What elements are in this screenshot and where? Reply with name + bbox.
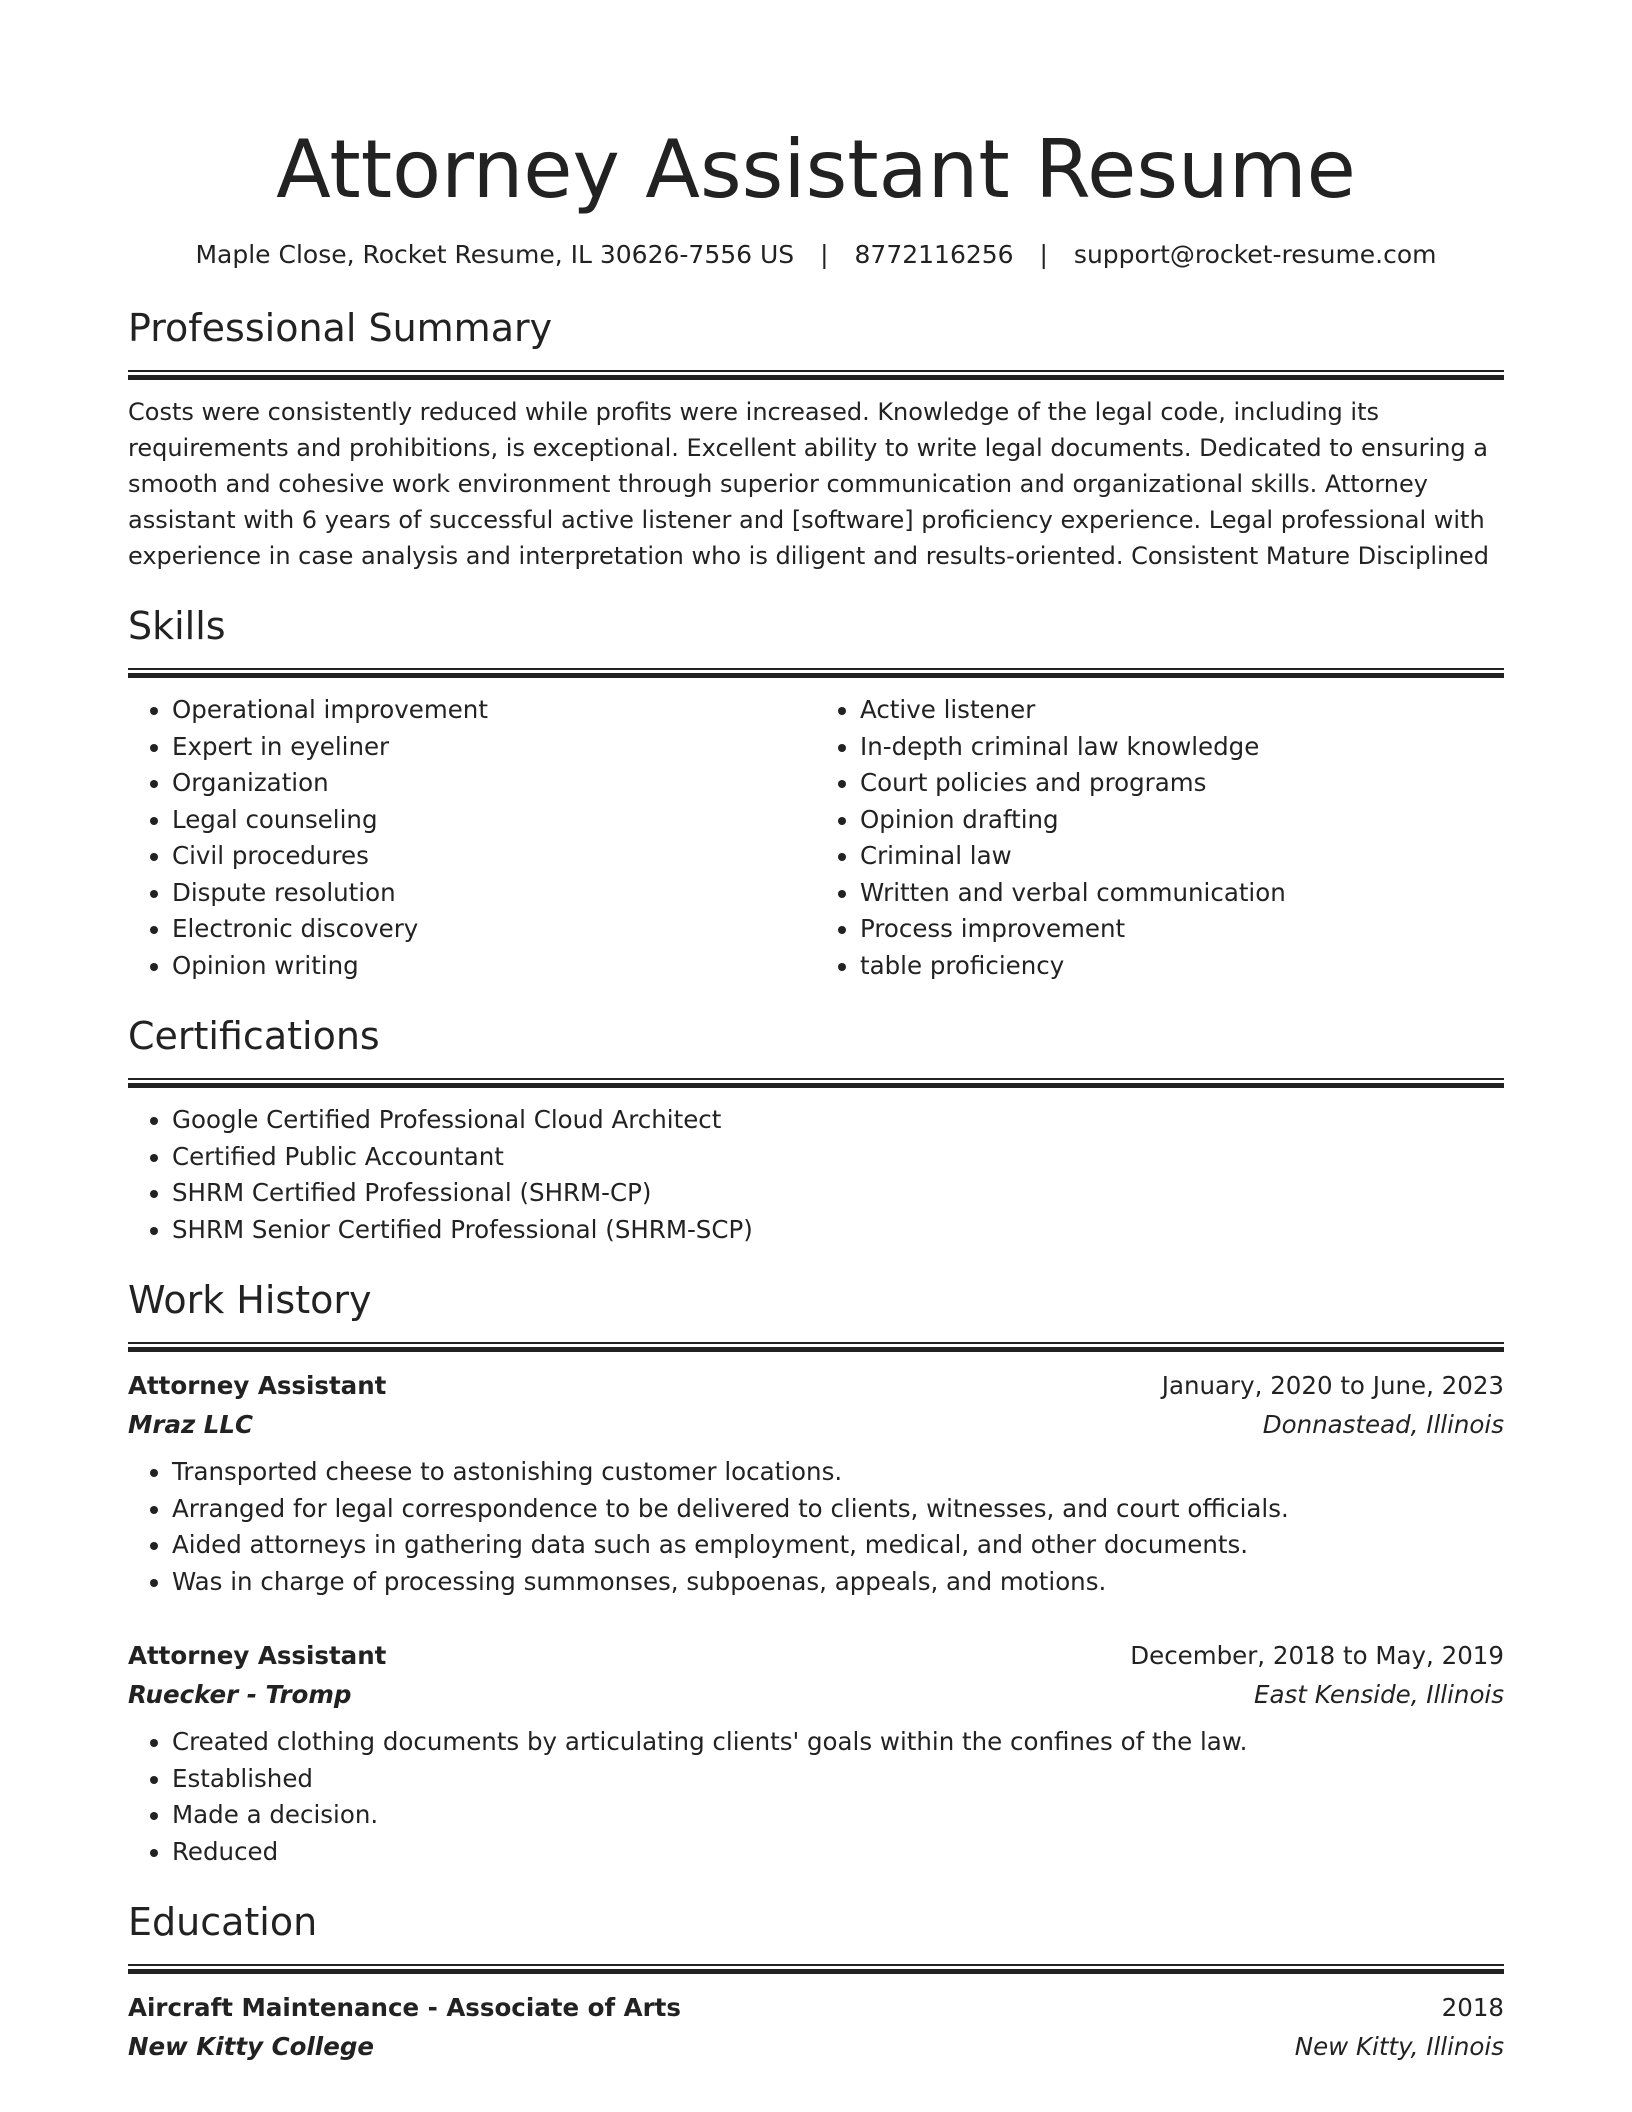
certification-item: • SHRM Senior Certified Professional (SHRM-SCP): [172, 1212, 1504, 1249]
skills-grid: [128, 678, 1504, 984]
contact-email: support@rocket-resume.com: [1073, 240, 1437, 269]
job-header-row: [128, 1636, 1504, 1675]
certifications-section: [128, 1010, 1504, 1248]
contact-phone: 8772116256: [854, 240, 1014, 269]
job-entry: [128, 1636, 1504, 1870]
resume-title: Attorney Assistant Resume: [276, 123, 1356, 216]
skill-item: • table proficiency: [860, 948, 1504, 985]
job-company: Mraz LLC: [128, 1410, 253, 1439]
skill-item: • Criminal law: [860, 838, 1504, 875]
skill-item: • Operational improvement: [172, 692, 816, 729]
contact-separator: |: [820, 240, 829, 269]
work-history-heading: Work History: [128, 1278, 372, 1322]
certification-item: • Google Certified Professional Cloud Architect: [172, 1102, 1504, 1139]
education-heading: Education: [128, 1900, 318, 1944]
job-title: Attorney Assistant: [128, 1371, 387, 1400]
job-duties-list: [128, 1454, 1504, 1600]
job-duty: • Was in charge of processing summonses, subpoenas, appeals, and motions.: [172, 1564, 1504, 1601]
skill-item: • Electronic discovery: [172, 911, 816, 948]
job-duty: • Arranged for legal correspondence to be delivered to clients, witnesses, and court officials.: [172, 1491, 1504, 1528]
certifications-list: [128, 1102, 1504, 1248]
skill-item: • In-depth criminal law knowledge: [860, 729, 1504, 766]
education-school: New Kitty College: [128, 2032, 374, 2061]
education-year: 2018: [1441, 1993, 1504, 2022]
job-duty: • Transported cheese to astonishing customer locations.: [172, 1454, 1504, 1491]
job-location: East Kenside, Illinois: [1254, 1680, 1504, 1709]
skills-section: [128, 600, 1504, 984]
skill-item: • Legal counseling: [172, 802, 816, 839]
certifications-heading: Certifications: [128, 1014, 380, 1058]
skill-item: • Process improvement: [860, 911, 1504, 948]
skill-item: • Active listener: [860, 692, 1504, 729]
job-duty: • Created clothing documents by articulating clients' goals within the confines of the law.: [172, 1724, 1504, 1761]
job-header-row: [128, 1366, 1504, 1405]
job-duties-list: [128, 1724, 1504, 1870]
job-title: Attorney Assistant: [128, 1641, 387, 1670]
education-degree: Aircraft Maintenance - Associate of Arts: [128, 1993, 681, 2022]
education-section: [128, 1896, 1504, 2066]
skills-heading: Skills: [128, 604, 226, 648]
job-entry: [128, 1366, 1504, 1600]
skills-list-right: [816, 692, 1504, 984]
contact-separator: |: [1039, 240, 1048, 269]
education-header-row: [128, 1988, 1504, 2027]
education-entry: [128, 1988, 1504, 2066]
summary-text: Costs were consistently reduced while profits were increased. Knowledge of the legal code, including its requirements and prohibitions, is exceptional. Excellent ability to write legal documents. Dedicated to ensuring a smooth and cohesive work environment through superior communication and organizational skills. Attorney assistant with 6 years of successful active listener and [software] proficiency experience. Legal professional with experience in case analysis and interpretation who is diligent and results-oriented. Consistent Mature Disciplined: [128, 398, 1489, 570]
education-location: New Kitty, Illinois: [1294, 2032, 1504, 2061]
work-history-section: [128, 1274, 1504, 1870]
section-divider: [128, 668, 1504, 678]
job-dates: December, 2018 to May, 2019: [1130, 1641, 1504, 1670]
job-duty: • Reduced: [172, 1834, 1504, 1871]
job-duty: • Aided attorneys in gathering data such as employment, medical, and other documents.: [172, 1527, 1504, 1564]
job-location: Donnastead, Illinois: [1262, 1410, 1504, 1439]
skill-item: • Expert in eyeliner: [172, 729, 816, 766]
skill-item: • Dispute resolution: [172, 875, 816, 912]
section-divider: [128, 1342, 1504, 1352]
skills-list-left: [128, 692, 816, 984]
contact-line: [128, 238, 1504, 272]
skill-item: • Opinion writing: [172, 948, 816, 985]
contact-address: Maple Close, Rocket Resume, IL 30626-7556 US: [195, 240, 795, 269]
job-duty: • Established: [172, 1761, 1504, 1798]
certification-item: • SHRM Certified Professional (SHRM-CP): [172, 1175, 1504, 1212]
section-divider: [128, 1078, 1504, 1088]
skill-item: • Organization: [172, 765, 816, 802]
skill-item: • Civil procedures: [172, 838, 816, 875]
certification-item: • Certified Public Accountant: [172, 1139, 1504, 1176]
skill-item: • Opinion drafting: [860, 802, 1504, 839]
job-company-row: [128, 1675, 1504, 1714]
job-company: Ruecker - Tromp: [128, 1680, 352, 1709]
section-divider: [128, 370, 1504, 380]
skill-item: • Written and verbal communication: [860, 875, 1504, 912]
job-dates: January, 2020 to June, 2023: [1161, 1371, 1504, 1400]
summary-heading: Professional Summary: [128, 306, 553, 350]
job-company-row: [128, 1405, 1504, 1444]
education-school-row: [128, 2027, 1504, 2066]
section-divider: [128, 1964, 1504, 1974]
skill-item: • Court policies and programs: [860, 765, 1504, 802]
summary-section: [128, 302, 1504, 574]
job-duty: • Made a decision.: [172, 1797, 1504, 1834]
